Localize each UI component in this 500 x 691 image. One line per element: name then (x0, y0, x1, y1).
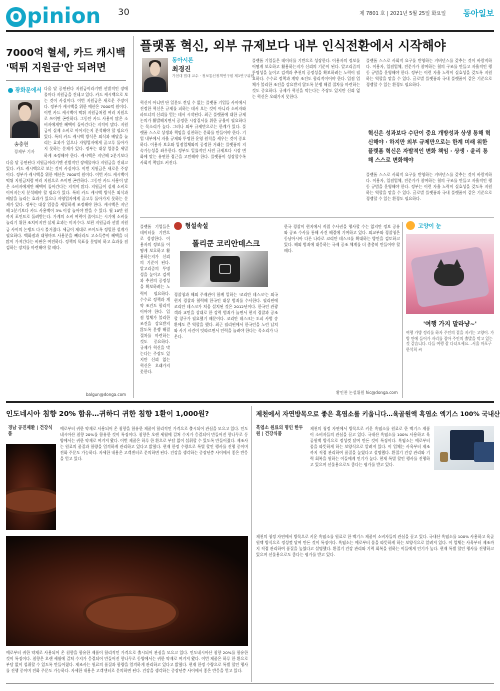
hyeong-image (180, 251, 268, 287)
left-body-top: 다음 달 공연된다 지원금이라기엔 선별적인 장애물마다 지원금을 건네고 있다. 카드 캐시백으로 보는 것이 사실이다. 이번 지원금은 새로운 주장이다. 정부가 캐시백을 위한 예산은 7000억 원이다. 이번 카드 캐시백이 떡튀 지원금처럼 여러 지원으로 쓰이면 곤란하다. 그동안 카드 사용이 많은 소비자에게만 혜택이 돌아간다는 지적이 많다. 지원금이 실제 소비로 이어지는지 분석해야 할 필요가 있다. 특히 카드 캐시백 방식은 외식과 배달을 늘리는 효과가 있으나 자영업자에게 골고루 돌아가지 못하는 문제가 있다. 정부는 대상 업종을 세밀하게 조정해야 한다. 캐시백은 지난해 2분기보다 (44, 86, 128, 158)
section-word: pinion (27, 4, 101, 28)
ad-left-body: 예로부터 귀한 약재로 사용되어 온 침향을 함유한 제품이 합리적인 가격으로 출시되어 관심을 모으고 있다. 인도네시아산 침향 20%를 함유한 것이 특징이다. 침향은 오랜 세월에 걸쳐 수지가 응결되어 만들어진 향나무로 동양에서는 귀한 약재로 여겨져 왔다. 이번 제품은 하루 한 환으로 부담 없이 섭취할 수 있도록 만들어졌다. 제조사는 원료의 품질과 함량을 엄격하게 관리하고 있다고 밝혔다. 현재 한정 수량으로 특별 할인 행사를 진행 중이며 전화 주문도 가능하다. 자세한 내용은 고객센터로 문의하면 된다. 건강을 생각하는 중장년층 사이에서 좋은 반응을 얻고 있다. (60, 426, 248, 462)
cat-eye-icon (406, 221, 415, 230)
header-rule (6, 30, 494, 32)
cat-photo (406, 234, 494, 314)
ad-left-headline: 인도네시아 침향 20% 함유…귀하디 귀한 침향 1환이 1,000원? (6, 409, 210, 418)
ad-right-headline: 제천에서 자연방목으로 좋은 흑염소를 키웁니다…육골원액 흑염소 엑기스 100% 국내산 (256, 411, 500, 418)
hyeong-body: 경찰청과 해외 주재관이 함께 일하는 '코리안 데스크'는 외국 현지 경찰과 협력해 한국인 대상 범죄를 수사한다. 필리핀에 코리안 데스크가 처음 설치된 것은 2012년이다. 한국인 관광객과 교민을 상대로 한 강력 범죄가 늘면서 현지 경찰과 공조할 창구가 필요했기 때문이다. 코리안 데스크는 도피 사범 송환에도 큰 역할을 했다. 최근 필리핀에서 한국인을 노린 납치와 사기 사건이 잇따르면서 인력을 늘려야 한다는 목소리가 나온다. (174, 292, 278, 340)
column-label-text: 광화문에서 (15, 88, 42, 94)
author-photo (10, 100, 40, 138)
ad-left-label: 경남 공진제환 | 건강식품 (8, 426, 53, 437)
hyeong-title: 폴리쿤 코리안데스크 (192, 239, 260, 248)
page-number: 30 (118, 8, 130, 18)
column-dot-icon (8, 88, 13, 93)
main-body-left: 혁신이 아니면 단 일분도 견딜 수 없는 플랫폼 기업들 사이에서 진정한 혁신은 규제를 피하는 데서 오는 것이 아니라 소비자와 파트너의 신뢰를 얻는 데서 시작된다. 최근 플랫폼에 대한 규제 논의가 활발해지면서 공정한 시장질서를 위한 규율이 필요하다는 목소리가 높다. 그러나 외부 규제만으로는 한계가 있다. 플랫폼 스스로 상생과 책임을 실천하는 문화를 만들어야 한다. 기업 내부에서 자율 규제와 투명한 운영 원칙을 세우는 것이 중요하다. 이용자 보호와 입점업체와의 공정한 거래는 플랫폼의 지속가능성을 좌우한다. 정부도 일률적인 사전 규제보다 시장 변화에 맞는 유연한 접근을 고민해야 한다. 플랫폼이 성장할수록 사회적 책임도 커진다. (140, 100, 246, 166)
ad-divider (251, 406, 252, 682)
mid-rule (140, 217, 494, 218)
hyeong-label (174, 221, 208, 230)
main-author-role: 가천대 법대 교수 · 정보통신정책연구원 제1연구위원 (172, 74, 255, 78)
left-rule (6, 80, 126, 81)
ad-right-product-image (434, 426, 494, 470)
left-email: balgun@donga.com (86, 392, 127, 397)
cat-label-text: 고양이 눈 (418, 223, 442, 230)
ad-right-body: 제천의 청정 자연에서 방목으로 키운 흑염소를 원료로 한 엑기스 제품이 소비자들의 관심을 끌고 있다. 국내산 흑염소를 100% 사용하고 육골원액 방식으로 정성껏 달여 만든 것이 특징이다. 흑염소는 예로부터 몸을 따뜻하게 하는 보양식으로 알려져 있다. 이 업체는 사육부터 제조까지 직접 관리하여 품질을 높였다고 설명했다. 환절기 건강 관리와 기력 회복을 원하는 이들에게 인기가 높다. 현재 특별 할인 행사를 진행하고 있으며 선물용으로도 좋다는 평가를 받고 있다. (310, 426, 430, 468)
main-author-name: 최경진 (172, 65, 191, 73)
page-header (6, 4, 494, 28)
main-author-photo (142, 58, 168, 92)
hyeong-icon (174, 222, 182, 230)
ad-section-rule (6, 401, 494, 403)
main-body-mid: 플랫폼 기업들은 데이터를 기반으로 성장한다. 이용자의 정보를 어떻게 보호하고 활용하는지가 신뢰의 기준이 된다. 알고리즘의 투명성을 높이고 검색과 추천의 공정성을 확보하려는 노력이 필요하다. 수수료 정책과 계약 조건도 합리적이어야 한다. 입점 업체가 불리한 조건을 강요받지 않도록 분쟁 해결 절차를 마련하는 것도 중요하다. 규제가 혁신을 막는다는 주장도 있지만 신뢰 없는 혁신은 오래가지 못한다. (252, 58, 360, 100)
column-label (8, 86, 42, 94)
left-author-name: 송충현 (14, 142, 29, 148)
main-body-continued: 플랫폼 기업들은 데이터를 기반으로 성장한다. 이용자의 정보를 어떻게 보호하고 활용하는지가 신뢰의 기준이 된다. 알고리즘의 투명성을 높이고 검색과 추천의 공정성을 확보하려는 노력이 필요하다. 수수료 정책과 계약 조건도 합리적이어야 한다. 입점 업체가 불리한 조건을 강요받지 않도록 분쟁 해결 절차를 마련하는 것도 중요하다. 규제가 혁신을 막는다는 주장도 있지만 신뢰 없는 혁신은 오래가지 못한다. (140, 224, 170, 375)
cat-description: 여행 가방 정리를 하자 주인의 곁을 지키는 고양이. 가방 안에 들어가 자리를 잡아 주인의 출발을 막고 있는 것 같습니다. 다들 여행 잘 다녀오세요. -서울 마포구 한석희 씨 (406, 330, 494, 352)
cat-label (406, 221, 441, 230)
footer-rule (6, 683, 494, 684)
section-title (6, 4, 101, 28)
main-headline: 플랫폼 혁신, 외부 규제보다 내부 인식전환에서 시작해야 (140, 38, 446, 53)
issue-line: 제 7801 호 | 2021년 5월 25일 화요일 (359, 11, 446, 17)
cat-caption: '여행 가지 말라냥~' (423, 321, 477, 328)
ad-right-label: 흑염소 원료의 명인 한두원 | 건강식품 (256, 426, 304, 437)
left-body: 다음 달 공연된다 지원금이라기엔 선별적인 장애물마다 지원금을 건네고 있다. 카드 캐시백으로 보는 것이 사실이다. 이번 지원금은 새로운 주장이다. 정부가 캐시백을 위한 예산은 7000억 원이다. 이번 카드 캐시백이 떡튀 지원금처럼 여러 지원으로 쓰이면 곤란하다. 그동안 카드 사용이 많은 소비자에게만 혜택이 돌아간다는 지적이 많다. 지원금이 실제 소비로 이어지는지 분석해야 할 필요가 있다. 특히 카드 캐시백 방식은 외식과 배달을 늘리는 효과가 있으나 자영업자에게 골고루 돌아가지 못하는 문제가 있다. 정부는 대상 업종을 세밀하게 조정해야 한다. 캐시백은 지난해 2분기보다 카드 사용액이 3% 이상 늘어야 받을 수 있다. 월 10만 원까지 포인트로 돌려받는다. 가계의 소비 여력이 줄어드는 시기에 소비를 늘리기 위한 조치이지만 실제 효과는 미지수다. 보편 지원금과 선별 지원금 사이의 논쟁도 다시 불거졌다. 세금이 제대로 쓰이도록 정밀한 설계가 필요하다. 백화점과 대형마트 사용분을 빼더라도 고소득층이 혜택을 더 많이 가져간다는 비판은 여전하다. 정책의 목표를 분명히 하고 효과를 점검하는 장치를 마련해야 할 때다. (6, 160, 128, 250)
left-author-role: 경제부 기자 (14, 149, 35, 154)
ad-right-body-2: 제천의 청정 자연에서 방목으로 키운 흑염소를 원료로 한 엑기스 제품이 소비자들의 관심을 끌고 있다. 국내산 흑염소를 100% 사용하고 육골원액 방식으로 정성껏 달여 만든 것이 특징이다. 흑염소는 예로부터 몸을 따뜻하게 하는 보양식으로 알려져 있다. 이 업체는 사육부터 제조까지 직접 관리하여 품질을 높였다고 설명했다. 환절기 건강 관리와 기력 회복을 원하는 이들에게 인기가 높다. 현재 특별 할인 행사를 진행하고 있으며 선물용으로도 좋다는 평가를 받고 있다. (256, 534, 494, 558)
hyeong-author: 황인찬 논설위원 hic@donga.com (336, 390, 398, 395)
hyeong-body-2: 한국 경찰이 현지에서 직접 수사권을 행사할 수는 없지만 정보 공유와 공조 수사를 통해 사건 해결에 기여하고 있다. 외교부와 경찰청은 동남아시아 다른 나라로 코리안 데스크를 확대하는 방안을 검토하고 있다. 해외 범죄에 대응하는 국제 공조 체계를 더 촘촘히 만들어야 할 때다. (284, 224, 400, 254)
main-body-right-bottom: 플랫폼 스스로 사회적 요구를 반영하는 거버넌스를 갖추는 것이 바람직하다. 이용자, 입점업체, 전문가가 참여하는 협의 구조를 만들고 자율적인 행동 규범을 운영해야 한다. 정부는 이런 자율 노력이 실효성을 갖도록 지원하는 역할을 맡을 수 있다. 글로벌 플랫폼과 국내 플랫폼이 같은 기준으로 경쟁할 수 있는 환경도 필요하다. (366, 172, 492, 202)
brand-logo: 동아일보 (463, 9, 494, 18)
ad-left-body-2: 예로부터 귀한 약재로 사용되어 온 침향을 함유한 제품이 합리적인 가격으로 출시되어 관심을 모으고 있다. 인도네시아산 침향 20%를 함유한 것이 특징이다. 침향은 오랜 세월에 걸쳐 수지가 응결되어 만들어진 향나무로 동양에서는 귀한 약재로 여겨져 왔다. 이번 제품은 하루 한 환으로 부담 없이 섭취할 수 있도록 만들어졌다. 제조사는 원료의 품질과 함량을 엄격하게 관리하고 있다고 밝혔다. 현재 한정 수량으로 특별 할인 행사를 진행 중이며 전화 주문도 가능하다. 자세한 내용은 고객센터로 문의하면 된다. 건강을 생각하는 중장년층 사이에서 좋은 반응을 얻고 있다. (6, 650, 248, 674)
cat-divider (402, 222, 403, 398)
section-initial: O (6, 7, 26, 27)
main-author-label: 동아시론 (172, 58, 194, 64)
column-divider (133, 36, 134, 398)
left-headline: 7000억 혈세, 카드 캐시백 '떡튀 지원금'안 되려면 (6, 48, 126, 74)
hyeong-label-text: 형설속설 (185, 223, 209, 230)
ad-left-product-image (6, 444, 56, 530)
pull-quote: 혁신은 성과보다 수단이 중요 개방성과 상생 통해 혁신해야 · 하지만 외부 규제만으로는 한계 미래 위한 플랫폼 혁신은 자발적인 변화 책임 · 상생 · 윤리 통해 스스로 변화해야 (368, 131, 491, 164)
ad-left-main-image (6, 536, 248, 646)
main-body-right-top: 플랫폼 스스로 사회적 요구를 반영하는 거버넌스를 갖추는 것이 바람직하다. 이용자, 입점업체, 전문가가 참여하는 협의 구조를 만들고 자율적인 행동 규범을 운영해야 한다. 정부는 이런 자율 노력이 실효성을 갖도록 지원하는 역할을 맡을 수 있다. 글로벌 플랫폼과 국내 플랫폼이 같은 기준으로 경쟁할 수 있는 환경도 필요하다. (366, 58, 492, 88)
